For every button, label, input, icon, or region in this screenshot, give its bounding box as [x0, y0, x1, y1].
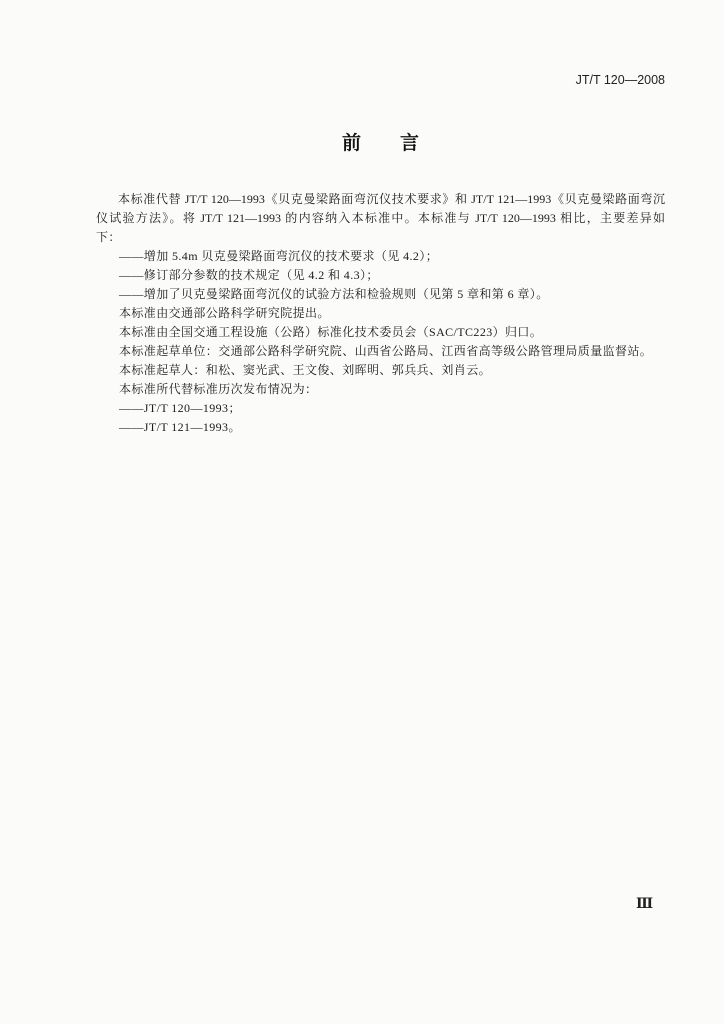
change-item: ——增加 5.4m 贝克曼梁路面弯沉仪的技术要求（见 4.2）； [119, 249, 439, 263]
foreword-body [96, 190, 665, 437]
drafters-statement: 本标准起草人：和松、窦光武、王文俊、刘晖明、郭兵兵、刘肖云。 [119, 363, 492, 377]
history-item: ——JT/T 120—1993； [119, 401, 241, 415]
page-number: Ⅲ [636, 896, 654, 912]
intro-line: 下： [96, 230, 121, 244]
drafting-units-statement: 本标准起草单位：交通部公路科学研究院、山西省公路局、江西省高等级公路管理局质量监督站。 [119, 344, 653, 358]
standard-number: JT/T 120—2008 [575, 73, 665, 87]
change-item: ——修订部分参数的技术规定（见 4.2 和 4.3）； [119, 268, 379, 282]
intro-line: 本标准代替 JT/T 120—1993《贝克曼梁路面弯沉仪技术要求》和 JT/T 121—1993《贝克曼梁路面弯沉 [118, 192, 665, 206]
administered-by-statement: 本标准由全国交通工程设施（公路）标准化技术委员会（SAC/TC223）归口。 [119, 325, 543, 339]
page-title: 前 言 [341, 132, 429, 154]
proposed-by-statement: 本标准由交通部公路科学研究院提出。 [119, 306, 330, 320]
intro-line: 仪试验方法》。将 JT/T 121—1993 的内容纳入本标准中。本标准与 JT/T 120—1993 相比，主要差异如 [96, 211, 665, 225]
history-item: ——JT/T 121—1993。 [119, 420, 241, 434]
change-item: ——增加了贝克曼梁路面弯沉仪的试验方法和检验规则（见第 5 章和第 6 章）。 [119, 287, 549, 301]
history-intro: 本标准所代替标准历次发布情况为： [119, 382, 318, 396]
